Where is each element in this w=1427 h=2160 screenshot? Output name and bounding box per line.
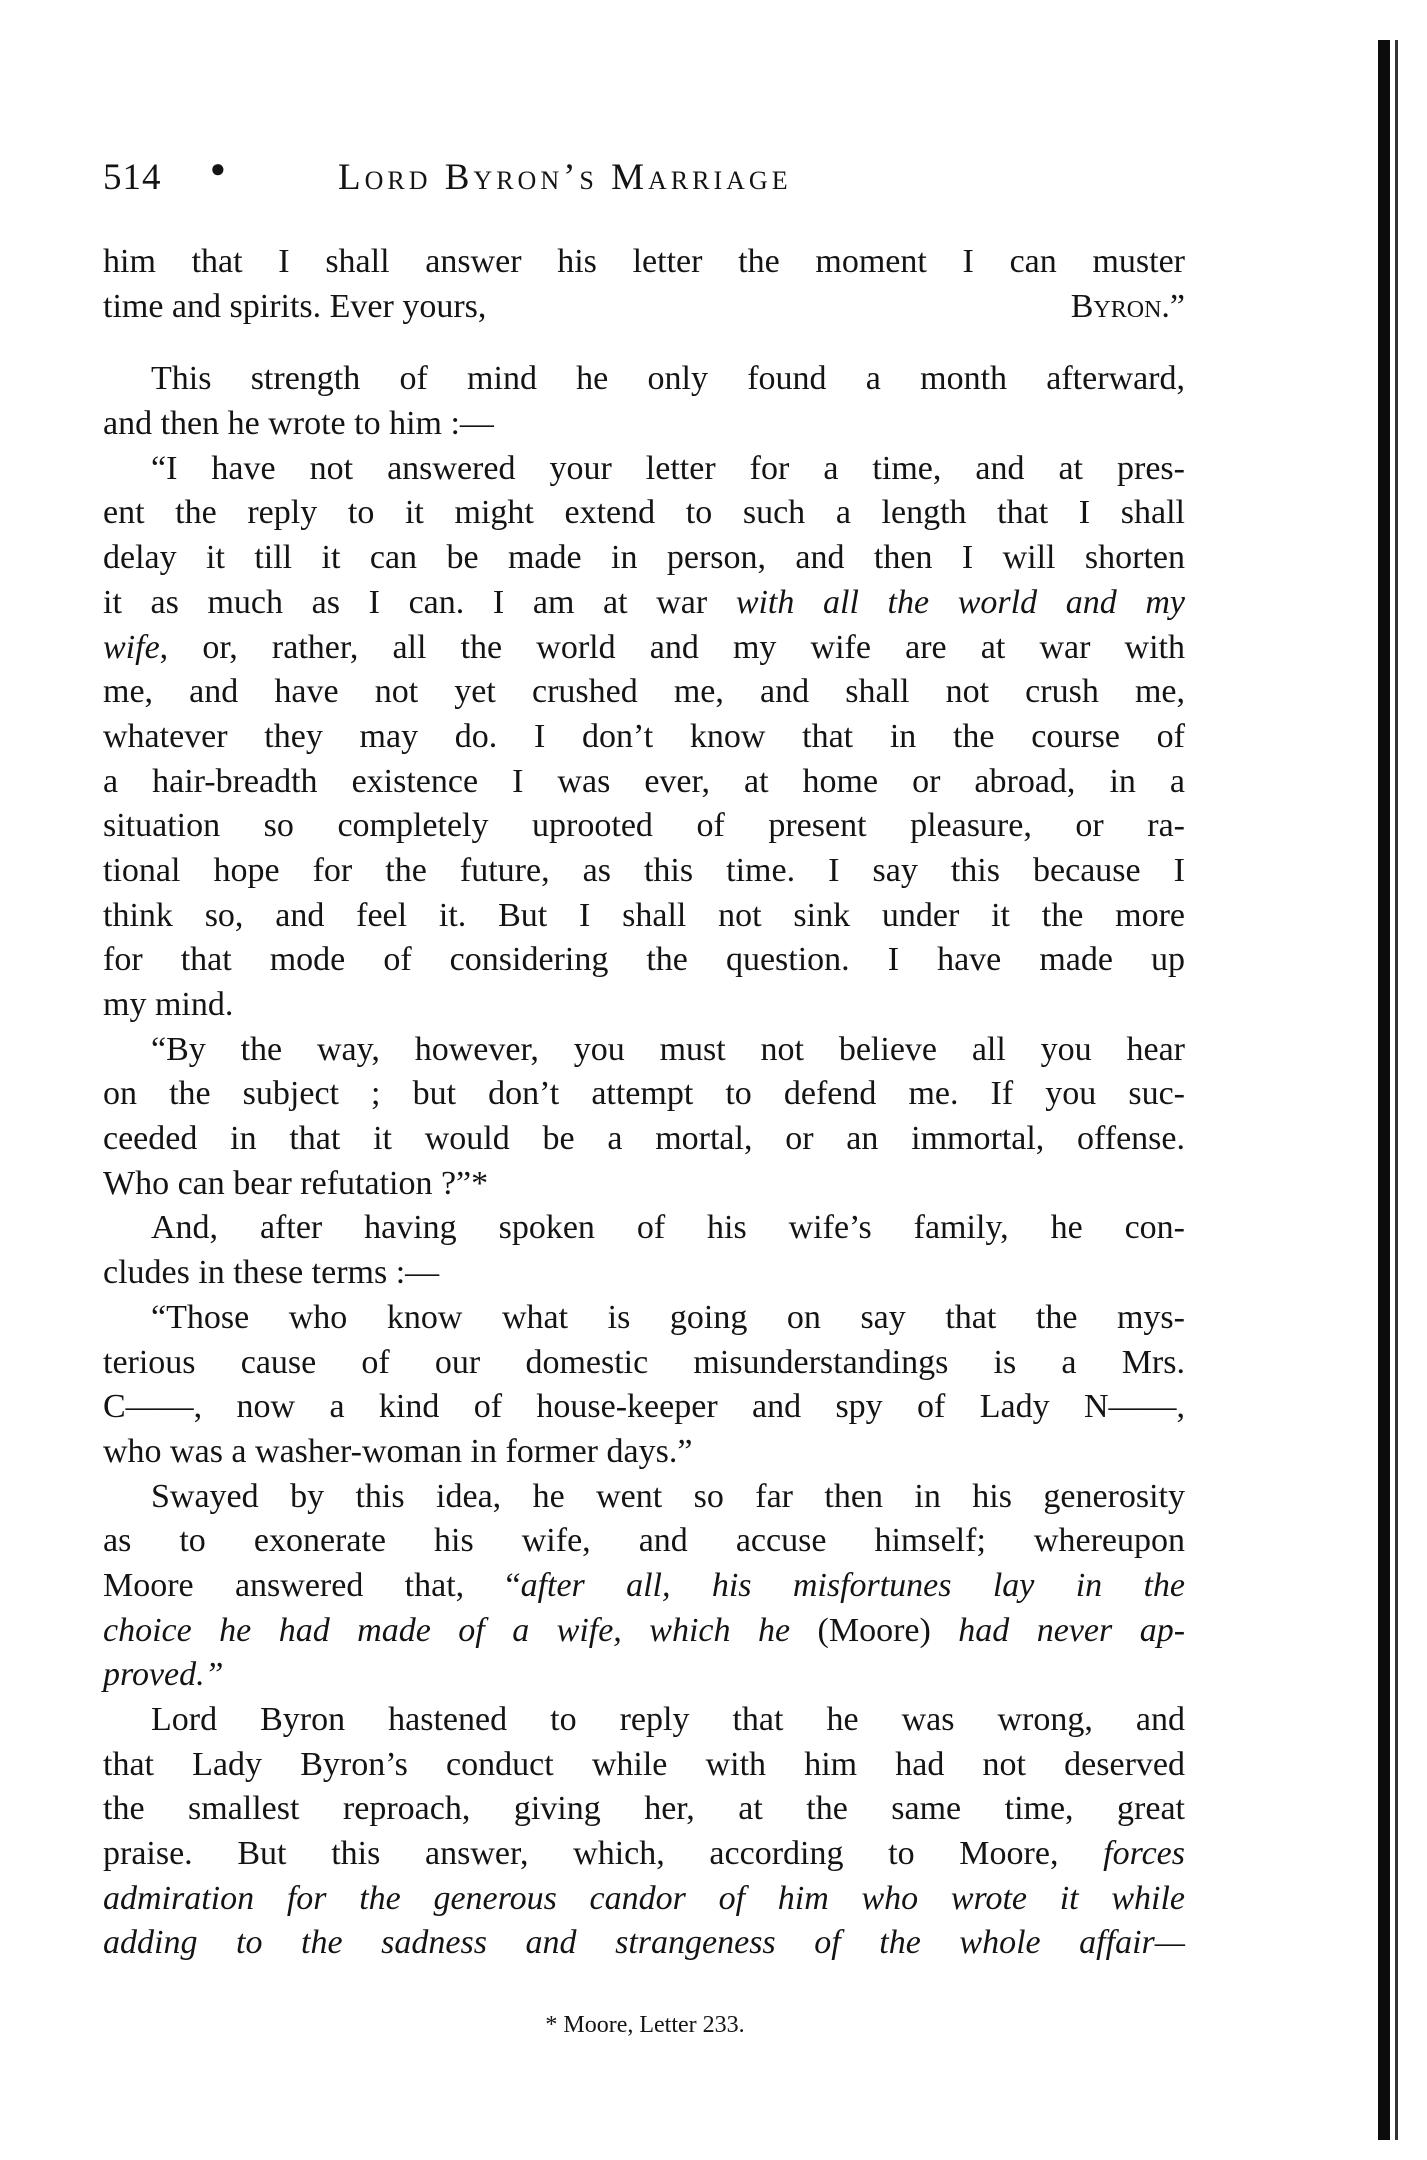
page-edge-shadow (1378, 40, 1390, 2140)
text-line (103, 1877, 1185, 1922)
text-line: “I have not answered your letter for a time, and at pres- (151, 449, 1185, 487)
italic-segment: wife (103, 628, 160, 666)
text-line: for that mode of considering the question. I have made up (103, 941, 1185, 979)
text-segment: (Moore) (817, 1611, 931, 1649)
text-line: Who can bear refutation ?”* (103, 1164, 489, 1202)
text-line (103, 1609, 1185, 1654)
italic-segment: with all the world and my (735, 583, 1185, 621)
text-line: Swayed by this idea, he went so far then in his generosity (151, 1477, 1185, 1515)
text-segment: it as much as I can. I am at war (103, 583, 736, 621)
text-line: cludes in these terms :— (103, 1254, 440, 1292)
italic-segment: adding to the sadness and strangeness of the whole affair— (103, 1924, 1185, 1962)
text-line: ent the reply to it might extend to such a length that I shall (103, 494, 1185, 532)
text-line: This strength of mind he only found a month afterward, (151, 360, 1185, 398)
italic-segment: had never ap- (958, 1611, 1186, 1649)
text-line: that Lady Byron’s conduct while with him had not deserved (103, 1745, 1185, 1783)
italic-segment: proved.” (103, 1656, 224, 1694)
italic-segment: choice he had made of a wife, which he (103, 1611, 791, 1649)
page-number: 514 (103, 157, 162, 198)
signoff-text: time and spirits. Ever yours, (103, 287, 487, 325)
text-line: And, after having spoken of his wife’s family, he con- (151, 1209, 1185, 1247)
text-line: C——, now a kind of house-keeper and spy of Lady N——, (103, 1388, 1185, 1426)
text-line: “Those who know what is going on say that the mys- (151, 1298, 1185, 1336)
text-line (103, 1653, 1185, 1698)
italic-segment: admiration for the generous candor of him who wrote it while (103, 1879, 1185, 1917)
body-text (103, 240, 1185, 1966)
text-line: tional hope for the future, as this time. I say this because I (103, 851, 1185, 889)
page-header (103, 152, 1188, 212)
text-line: me, and have not yet crushed me, and shall not crush me, (103, 673, 1185, 711)
text-line: as to exonerate his wife, and accuse himself; whereupon (103, 1522, 1185, 1560)
text-line: think so, and feel it. But I shall not sink under it the more (103, 896, 1185, 934)
text-line (103, 626, 1185, 671)
text-segment (1058, 1835, 1103, 1872)
text-line (103, 1832, 1185, 1877)
text-line: and then he wrote to him :— (103, 405, 494, 443)
header-dot: ● (210, 154, 227, 183)
text-line (103, 1921, 1185, 1966)
text-line (103, 1564, 1185, 1609)
text-segment: Moore answered that, “ (103, 1566, 521, 1604)
text-line: situation so completely uprooted of present pleasure, or ra- (103, 807, 1185, 845)
text-segment: praise. But this answer, which, according to Moore, (103, 1835, 1059, 1873)
text-line: ceeded in that it would be a mortal, or an immortal, offense. (103, 1120, 1185, 1158)
text-segment (790, 1612, 817, 1649)
text-line: him that I shall answer his letter the moment I can muster (103, 243, 1185, 280)
text-line: who was a washer-woman in former days.” (103, 1432, 693, 1470)
italic-segment: forces (1103, 1835, 1185, 1873)
text-segment (931, 1612, 958, 1649)
footnote: * Moore, Letter 233. (545, 2012, 745, 2038)
text-line: the smallest reproach, giving her, at the same time, great (103, 1790, 1185, 1828)
text-line: terious cause of our domestic misunderstandings is a Mrs. (103, 1343, 1185, 1381)
text-line: delay it till it can be made in person, and then I will shorten (103, 539, 1185, 577)
text-line: “By the way, however, you must not believe all you hear (151, 1030, 1185, 1068)
page-edge-line (1395, 40, 1398, 2140)
text-line: whatever they may do. I don’t know that in the course of (103, 717, 1185, 755)
italic-segment: after all, his misfortunes lay in the (520, 1566, 1185, 1604)
text-segment: , or, rather, all the world and my wife are at war with (159, 628, 1185, 666)
text-line (103, 581, 1185, 626)
signature: Byron.” (1070, 287, 1185, 325)
text-line: a hair-breadth existence I was ever, at home or abroad, in a (103, 762, 1185, 800)
text-line: Lord Byron hastened to reply that he was wrong, and (151, 1701, 1185, 1738)
running-title: Lord Byron’s Marriage (338, 157, 792, 198)
text-line: on the subject ; but don’t attempt to defend me. If you suc- (103, 1075, 1185, 1113)
text-line-signoff (103, 285, 1185, 330)
text-line: my mind. (103, 986, 234, 1023)
